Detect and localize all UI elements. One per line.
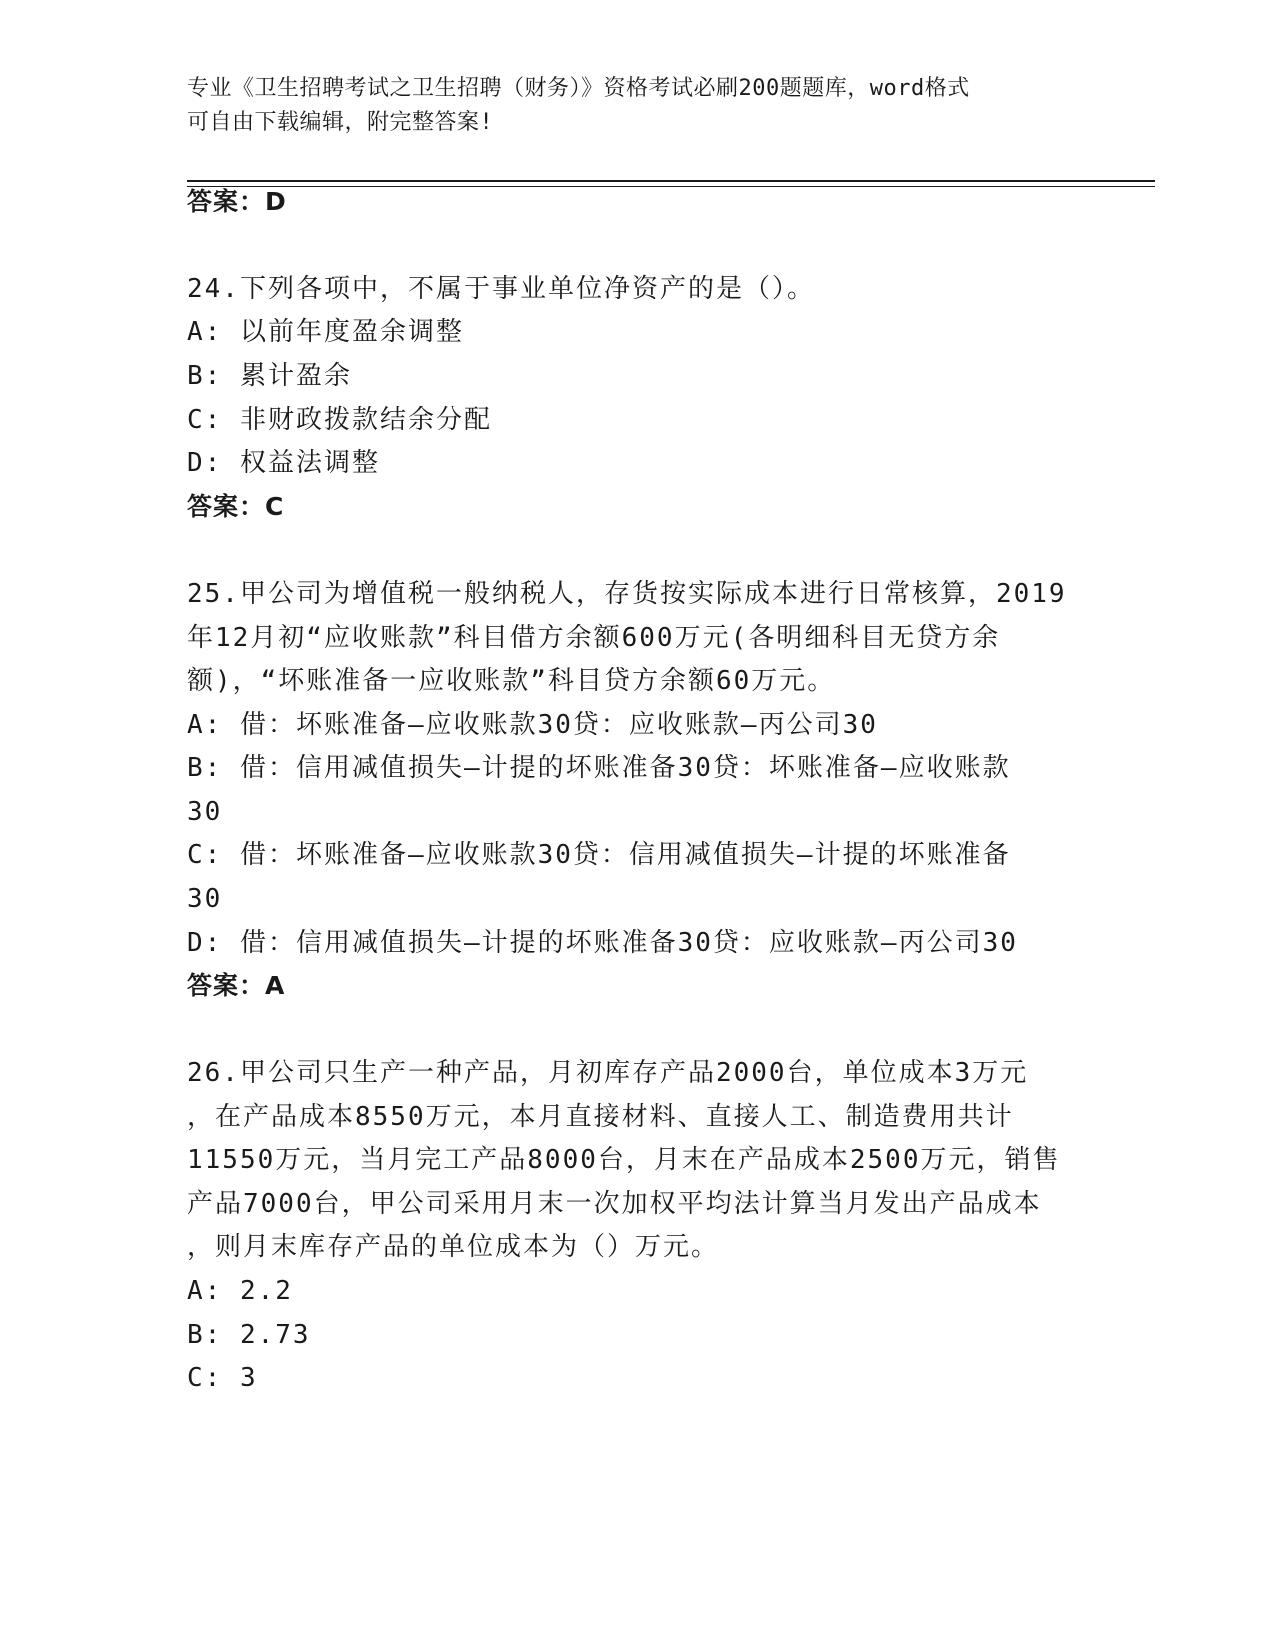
q24-answer: 答案：C <box>187 492 285 521</box>
q26-stem-line-4: 产品7000台，甲公司采用月末一次加权平均法计算当月发出产品成本 <box>187 1189 1042 1219</box>
q25-option-d: D: 借：信用减值损失—计提的坏账准备30贷：应收账款—丙公司30 <box>187 928 1018 958</box>
q25-stem-line-3: 额)，“坏账准备一应收账款”科目贷方余额60万元。 <box>187 666 836 696</box>
q26-option-a: A: 2.2 <box>187 1276 293 1306</box>
q26-stem-line-5: ，则月末库存产品的单位成本为（）万元。 <box>187 1232 720 1262</box>
q25-stem-line-2: 年12月初“应收账款”科目借方余额600万元(各明细科目无贷方余 <box>187 623 1001 653</box>
header-title-line-2: 可自由下载编辑，附完整答案! <box>187 110 494 135</box>
q24-option-b: B: 累计盈余 <box>187 361 352 391</box>
q24-option-a: A: 以前年度盈余调整 <box>187 317 464 347</box>
q25-option-c-line-1: C: 借：坏账准备—应收账款30贷：信用减值损失—计提的坏账准备 <box>187 840 1011 870</box>
q25-option-c-line-2: 30 <box>187 884 223 914</box>
q24-option-d: D: 权益法调整 <box>187 448 380 478</box>
q25-option-a: A: 借：坏账准备—应收账款30贷：应收账款—丙公司30 <box>187 710 878 740</box>
q24-option-c: C: 非财政拨款结余分配 <box>187 405 492 435</box>
header-divider-thin <box>187 186 1155 187</box>
q25-stem-line-1: 25.甲公司为增值税一般纳税人，存货按实际成本进行日常核算，2019 <box>187 579 1067 609</box>
q25-option-b-line-1: B: 借：信用减值损失—计提的坏账准备30贷：坏账准备—应收账款 <box>187 753 1011 783</box>
header-title-line-1: 专业《卫生招聘考试之卫生招聘（财务）》资格考试必刷200题题库，word格式 <box>187 76 970 101</box>
document-header <box>187 72 1077 140</box>
q26-option-b: B: 2.73 <box>187 1320 311 1350</box>
q24-stem: 24.下列各项中，不属于事业单位净资产的是（）。 <box>187 274 815 304</box>
q26-option-c: C: 3 <box>187 1363 258 1393</box>
q26-stem-line-1: 26.甲公司只生产一种产品，月初库存产品2000台，单位成本3万元 <box>187 1058 1029 1088</box>
header-divider-thick <box>187 180 1155 182</box>
prev-question-answer: 答案：D <box>187 187 287 216</box>
q26-stem-line-3: 11550万元，当月完工产品8000台，月末在产品成本2500万元，销售 <box>187 1145 1061 1175</box>
q25-option-b-line-2: 30 <box>187 797 223 827</box>
q25-answer: 答案：A <box>187 971 286 1000</box>
q26-stem-line-2: ，在产品成本8550万元，本月直接材料、直接人工、制造费用共计 <box>187 1102 1014 1132</box>
